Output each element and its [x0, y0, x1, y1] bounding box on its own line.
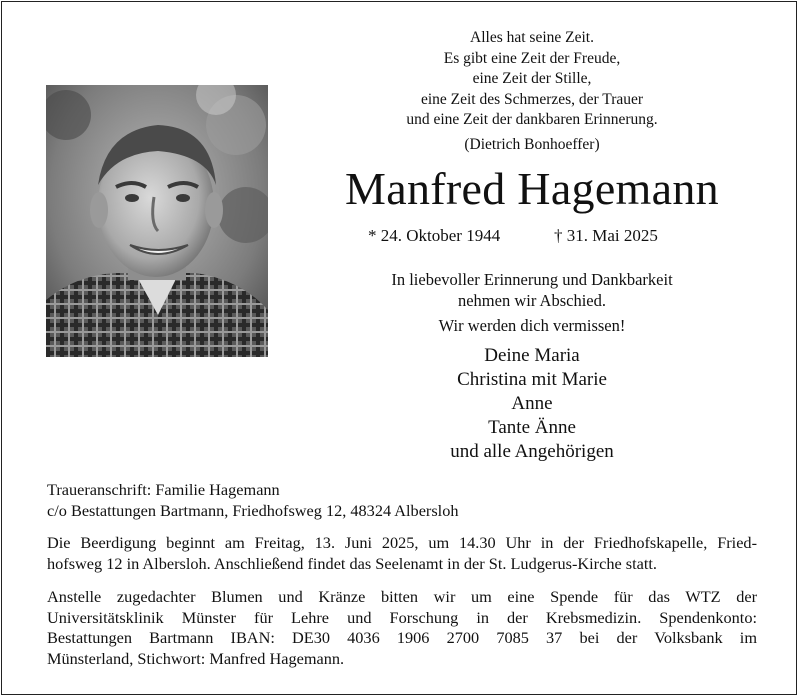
- poem: [282, 28, 782, 156]
- family-list: [282, 344, 782, 464]
- poem-line: eine Zeit des Schmerzes, der Trauer: [420, 90, 644, 108]
- remembrance-text: [282, 270, 782, 311]
- family-member: Christina mit Marie: [457, 369, 607, 390]
- deceased-name: Manfred Hagemann: [345, 163, 719, 214]
- poem-line: Alles hat seine Zeit.: [470, 29, 594, 46]
- family-member: Anne: [511, 393, 553, 414]
- death-date: † 31. Mai 2025: [554, 226, 658, 245]
- birth-date: * 24. Oktober 1944: [368, 226, 501, 245]
- donation-line: Münsterland, Stichwort: Manfred Hagemann.: [47, 648, 345, 668]
- portrait-photo: [46, 85, 268, 357]
- donation-line: Anstelle zugedachter Blumen und Kränze bitten wir um eine Spende für das WTZ der: [47, 587, 757, 606]
- family-member: Deine Maria: [484, 345, 580, 366]
- remembrance-line: nehmen wir Abschied.: [457, 290, 606, 310]
- family-member: Tante Änne: [488, 417, 576, 438]
- donation-info: [47, 587, 757, 669]
- funeral-info: [47, 533, 757, 574]
- poem-line: und eine Zeit der dankbaren Erinnerung.: [406, 111, 658, 129]
- funeral-line: Die Beerdigung beginnt am Freitag, 13. Juni 2025, um 14.30 Uhr in der Friedhofskapelle, Fried-: [47, 533, 757, 552]
- mourning-address: [47, 480, 757, 521]
- miss-you-line: Wir werden dich vermissen!: [438, 316, 626, 335]
- donation-line: Universitätsklinik Münster für Lehre und Forschung in der Krebsmedizin. Spendenkonto:: [47, 607, 757, 627]
- poem-line: eine Zeit der Stille,: [472, 70, 592, 88]
- poem-author: (Dietrich Bonhoeffer): [464, 135, 600, 153]
- address-line: Traueranschrift: Familie Hagemann: [47, 480, 280, 499]
- address-line: c/o Bestattungen Bartmann, Friedhofsweg 12, 48324 Albersloh: [47, 500, 459, 520]
- remembrance-line: In liebevoller Erinnerung und Dankbarkeit: [391, 270, 673, 289]
- funeral-line: hofsweg 12 in Albersloh. Anschließend findet das Seelenamt in der St. Ludgerus-Kirche statt.: [47, 553, 657, 573]
- donation-line: Bestattungen Bartmann IBAN: DE30 4036 1906 2700 7085 37 bei der Volksbank im: [47, 628, 757, 647]
- poem-line: Es gibt eine Zeit der Freude,: [443, 49, 621, 67]
- family-member: und alle Angehörigen: [450, 441, 614, 462]
